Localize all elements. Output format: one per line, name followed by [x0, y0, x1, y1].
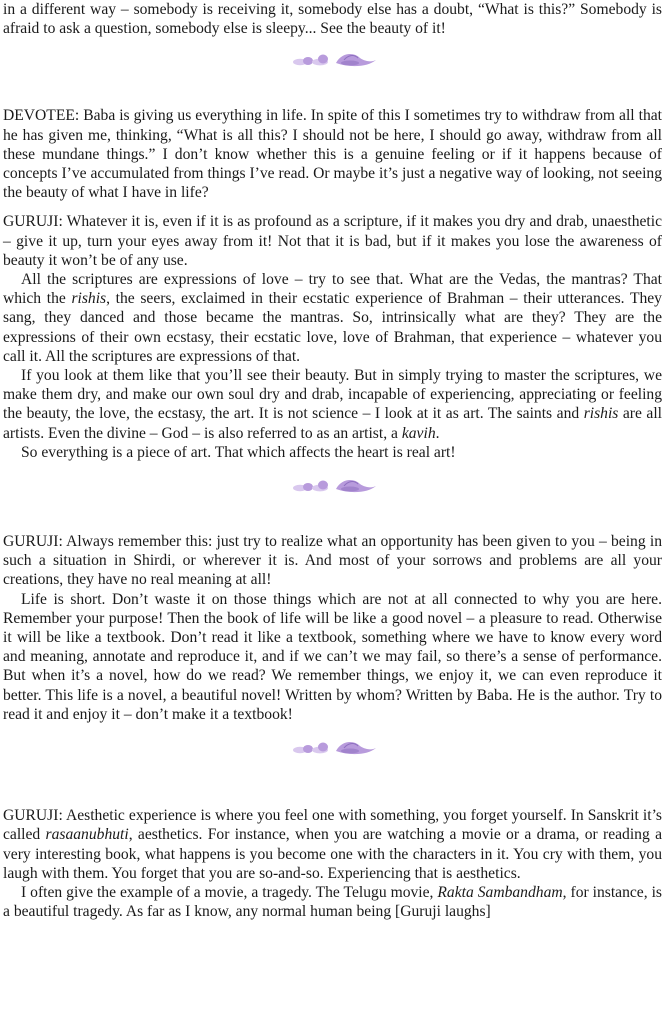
lotus-flower-ornament-icon	[288, 50, 378, 70]
paragraph-continuation: in a different way – somebody is receiving it, somebody else has a doubt, “What is this?” Somebody is afraid to ask a question, somebody else is sleepy... See the beauty of it!	[3, 1, 662, 38]
section-divider-3	[3, 738, 662, 758]
italic-term: rishis	[583, 405, 619, 423]
paragraph-aesthetic-experience	[3, 806, 662, 883]
document-page	[3, 0, 662, 921]
paragraph-movie-tragedy	[3, 883, 662, 921]
paragraph-guruji-answer: GURUJI: Whatever it is, even if it is as profound as a scripture, if it makes you dry and drab, unaesthetic – give it up, turn your eyes away from it! Not that it is bad, but if it makes you lose the awareness of beauty it won’t be of any use.	[3, 213, 662, 269]
paragraph-life-novel: Life is short. Don’t waste it on those things which are not at all connected to why you are here. Remember your purpose! Then the book of life will be like a good novel – a pleasure to read. Otherwise it will be like a textbook. Don’t read it like a textbook, something where we have to know every word and meaning, annotate and reproduce it, and if we can’t we may fail, so there’s a sense of performance. But when it’s a novel, how do we read? We remember things, we enjoy it, we can even reproduce it better. This life is a novel, a beautiful novel! Written by whom? Written by Baba. He is the author. Try to read it and enjoy it – don’t make it a textbook!	[3, 590, 662, 723]
italic-term: Rakta Sambandham	[437, 883, 563, 901]
text-span: GURUJI: Aesthetic experience is where you feel one with something, you forget yourself. In Sanskrit it’s called	[3, 807, 662, 844]
lotus-flower-ornament-icon	[288, 738, 378, 758]
paragraph-scriptures-beauty	[3, 366, 662, 443]
text-span: All the scriptures are expressions of love – try to see that. What are the Vedas, the mantras? That which the	[3, 271, 662, 308]
text-span: , aesthetics. For instance, when you are watching a movie or a drama, or reading a very interesting book, what happens is you become one with the characters in it. You cry with them, you laugh with them. You forget that you are so-and-so. Experiencing that is aesthetics.	[3, 826, 662, 882]
italic-term: rasaanubhuti	[45, 826, 129, 844]
text-span: I often give the example of a movie, a tragedy. The Telugu movie,	[21, 883, 438, 901]
paragraph-scriptures-love	[3, 270, 662, 366]
text-span: .	[435, 424, 440, 442]
text-span: , for instance, is a beautiful tragedy. As far as I know, any normal human being [Guruji laughs]	[3, 883, 662, 921]
lotus-flower-ornament-icon	[288, 476, 378, 496]
italic-term: kavih	[401, 424, 436, 442]
section-divider-1	[3, 50, 662, 70]
paragraph-piece-of-art: So everything is a piece of art. That which affects the heart is real art!	[21, 443, 456, 461]
text-span: , the seers, exclaimed in their ecstatic experience of Brahman – their utterances. They sang, they danced and those became the mantras. So, intrinsically what are they? They are the expressions of their own ecstasy, their ecstatic love, love of Brahman, that experience – whatever you call it. All the scriptures are expressions of that.	[3, 290, 662, 365]
text-span: are all artists. Even the divine – God – is also referred to as an artist, a	[3, 405, 663, 442]
text-span: If you look at them like that you’ll see their beauty. But in simply trying to master the scriptures, we make them dry, and make our own soul dry and drab, incapable of experiencing, appreciating or feeling the beauty, the love, the ecstasy, the art. It is not science – I look at it as art. The saints and	[3, 367, 662, 423]
paragraph-devotee-question: DEVOTEE: Baba is giving us everything in life. In spite of this I sometimes try to withdraw from all that he has given me, thinking, “What is all this? I should not be here, I should go away, withdraw from all these mundane things.” I don’t know whether this is a genuine feeling or if it happens because of concepts I’ve accumulated from things I’ve read. Or maybe it’s just a negative way of looking, not seeing the beauty of what I have in life?	[3, 107, 662, 202]
paragraph-opportunity: GURUJI: Always remember this: just try to realize what an opportunity has been given to you – being in such a situation in Shirdi, or wherever it is. And most of your sorrows and problems are all your creations, they have no real meaning at all!	[3, 533, 662, 589]
italic-term: rishis	[71, 290, 107, 308]
section-divider-2	[3, 476, 662, 496]
